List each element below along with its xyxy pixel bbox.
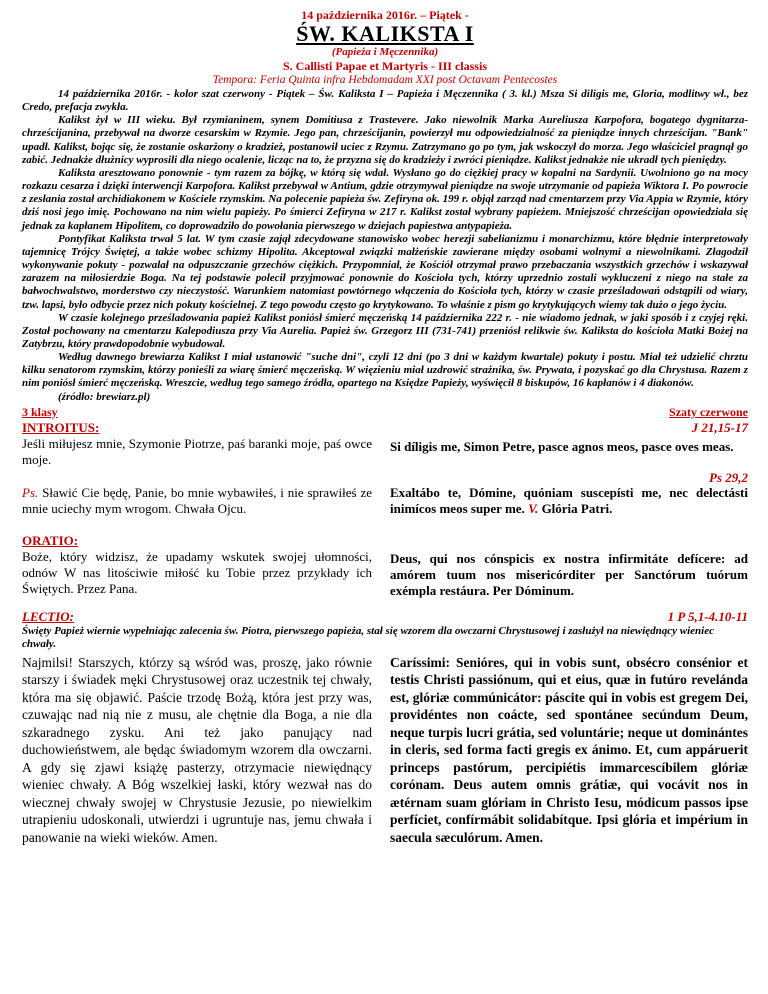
- bio-paragraph: W czasie kolejnego prześladowania papież Kalikst poniósł śmierć męczeńską 14 października 222 r. - nie wiadomo jednak, w jaki sposób i z czyjej ręki. Został pochowany na cmentarzu Kalepodiusza przy Via Aurelia. Papież św. Grzegorz III (731-741) przeniósł relikwie św. Kaliksta do kościoła Matki Bożej na Zatybrzu, który prawdopodobnie wybudował.: [22, 311, 748, 350]
- lectio-heading: LECTIO:: [22, 608, 74, 624]
- latin-title: S. Callisti Papae et Martyris - III classis: [283, 59, 487, 73]
- bio-paragraph: Kalikst żył w III wieku. Był rzymianinem, synem Domitiusa z Trastevere. Jako niewolnik Marka Aureliusza Karpofora, bogatego dygnitarza-chrześcijanina, przebywał na dworze cesarskim w Rzymie. Jego pan, chrześcijanin, powierzył mu odpowiedzialność za pieniądze innych chrześcijan. "Bank" upadł. Kalikst, bojąc się, że zostanie oskarżony o kradzież, postanowił uciec z Rzymu. Zatrzymano go po tym, jak wskoczył do morza. Jego właściciel pragnął go zabić. Jednakże dłużnicy wyprosili dla niego ocalenie, licząc na to, że przyzna się do kradzieży i zwróci pieniądze. Kalikst jednakże nie ukradł tych pieniędzy.: [22, 114, 748, 166]
- subtitle: (Papieża i Męczennika): [331, 46, 439, 58]
- psalm-la: [390, 485, 748, 517]
- oratio-heading: ORATIO:: [22, 532, 79, 548]
- lectio-la: Caríssimi: Senióres, qui in vobis sunt, obsécro consénior et testis Christi passiónum, qui et eius, quæ in futúro revelánda est, glóriæ commúnicátor: páscite qui in vobis est gregem Dei, providéntes non coácte, sed spontánee secúndum Deum, neque turpis lucri grátia, sed voluntárie; neque ut dominántes in cleris, sed forma facti gregis ex ánimo. Et, cum appáruerit princeps pastórum, percipiétis immarcescíbilem glóriæ corónam. Deus autem omnis grátiæ, qui vocávit nos in ætérnam suam glóriam in Christo Iesu, módicum passos ipse perfíciet, confírmábit solidabítque. Ipsi glória et impérium in saecula sæculórum. Amen.: [390, 654, 748, 845]
- oratio-la: Deus, qui nos cónspicis ex nostra infirmitáte defícere: ad amórem tuum nos misericórditer per Sanctórum tuórum exémpla restáura. Per Dóminum.: [390, 550, 748, 598]
- bio-paragraph: Według dawnego brewiarza Kalikst I miał ustanowić "suche dni", czyli 12 dni (po 3 dni w każdym kwartale) pokuty i postu. Miał też udzielić chrztu kilku senatorom rzymskim, którzy ponieśli za wiarę śmierć męczeńską. W więzieniu miał uzdrowić strażnika, św. Prywata, i pozyskać go dla Chrystusa. Razem z nim poniósł śmierć męczeńską. Wreszcie, według tego samego źródła, opartego na Księdze Papieży, wyświęcił 8 biskupów, 16 kapłanów i 4 diakonów.: [22, 351, 748, 390]
- introitus-ref: J 21,15-17: [691, 419, 748, 435]
- psalm-pl-text: Sławić Cie będę, Panie, bo mnie wybawiłeś, i nie sprawiłeś ze mnie uciechy mym wrogom. Chwała Ojcu.: [22, 484, 372, 516]
- lectio-note: Święty Papież wiernie wypełniając zalecenia św. Piotra, pierwszego papieża, stał się wzorem dla owczarni Chrystusowej i zasłużył na niewiędnący wieniec chwały.: [22, 624, 714, 650]
- bio-paragraph: Pontyfikat Kaliksta trwał 5 lat. W tym czasie zajął zdecydowane stanowisko wobec herezji sabelianizmu i monarchizmu, które błędnie interpretowały tajemnicę Trójcy Świętej, a także wobec schizmy Hipolita. Akceptował związki małżeńskie zawierane między osobami wolnymi a niewolnikami. Złagodził wykonywanie pokuty - pozwalał na odpuszczanie grzechów ciężkich. Przypomniał, że Kościół otrzymał prawo przebaczania wszystkich grzechów i wskazywał zarazem na miłosierdzie Boga. Na tej podstawie polecił przyjmować ponownie do Kościoła tych, którzy uprzednio zostali wykluczeni z niego na stałe za bałwochwalstwo, morderstwo czy nieczystość. Warunkiem natomiast powtórnego włączenia do Kościoła tych, którzy w czasie prześladowań odstąpili od wiary, tzw. lapsi, było odbycie przez nich pokuty kościelnej. Z tego powodu często go krytykowano. To właśnie z pism go krytykujących wiemy tak dużo o jego życiu.: [22, 232, 748, 311]
- class-row: [22, 405, 748, 420]
- psalm-la-text: Exaltábo te, Dómine, quóniam suscepísti me, nec delectásti inimícos meos super me.: [390, 484, 748, 516]
- page-title: ŚW. KALIKSTA I: [296, 21, 474, 46]
- bio-paragraph: 14 października 2016r. - kolor szat czerwony - Piątek – Św. Kaliksta I – Papieża i Męczennika ( 3. kl.) Msza Si diligis me, Gloria, modlitwy wł., bez Credo, prefacja zwykła.: [22, 88, 748, 114]
- introitus-antiphon: [22, 436, 748, 468]
- introitus-heading: INTROITUS:: [22, 419, 100, 435]
- psalm-pl: [22, 485, 372, 517]
- vestment-color: Szaty czerwone: [669, 404, 748, 419]
- oratio-pl: Boże, który widzisz, że upadamy wskutek swojej ułomności, odnów W nas litościwie miłość ku Tobie przez przykłady ich Świętych. Przez Pana.: [22, 548, 372, 596]
- introitus-psalm: [22, 485, 748, 517]
- introitus-header: [22, 420, 748, 436]
- bio-source: (źródło: brewiarz.pl): [58, 390, 151, 403]
- oratio: [22, 549, 748, 599]
- psalm-ref: Ps 29,2: [709, 469, 748, 485]
- lectio-header: [22, 609, 748, 625]
- psalm-ref-row: [22, 470, 748, 485]
- bio-paragraph: Kaliksta aresztowano ponownie - tym razem za bójkę, w którą się wdał. Wysłano go do ciężkiej pracy w kopalni na Sardynii. Uwolniono go na mocy rozkazu cesarza i dzięki interwencji Karpofora. Kalikst przebywał w Antium, gdzie otrzymywał pieniądze na swoje utrzymanie od papieża Wiktora I. Po powrocie z zesłania został archidiakonem w Kościele rzymskim. Na polecenie papieża św. Zefiryna ok. 199 r. objął zarząd nad cmentarzem przy Via Appia w Rzymie, który dziś nosi jego imię. Pochowano na nim wielu papieży. Po śmierci Zefiryna w 217 r. Kalikst został wybrany papieżem. Mniejszość chrześcijan opowiedziała się jednak za kapłanem Hipolitem, co doprowadziło do powołania pierwszego w dziejach papiestwa antypapieża.: [22, 166, 748, 232]
- missal-page: [22, 8, 748, 846]
- introitus-la: Si díligis me, Simon Petre, pasce agnos meos, pasce oves meas.: [390, 438, 734, 454]
- introitus-pl: Jeśli miłujesz mnie, Szymonie Piotrze, paś baranki moje, paś owce moje.: [22, 435, 372, 467]
- biography: [22, 88, 748, 404]
- versicle-sign: V.: [528, 500, 539, 516]
- class-label: 3 klasy: [22, 404, 58, 419]
- tempora: Tempora: Feria Quinta infra Hebdomadam XXI post Octavam Pentecostes: [212, 74, 558, 86]
- oratio-header: [22, 533, 748, 549]
- psalm-label: Ps.: [22, 484, 39, 500]
- lectio: [22, 654, 748, 847]
- lectio-pl: Najmilsi! Starszych, którzy są wśród was, proszę, jako równie starszy i świadek męki Chrystusowej oraz uczestnik tej chwały, która ma się objawić. Paście trzodę Bożą, która jest przy was, czuwając nad nią nie z musu, ale chętnie dla Boga, a nie dla szkaradnego zysku. Ani też jako panujący nad duchowieństwem, ale będąc świadomym wzorem dla owczarni. A gdy się zjawi książę pasterzy, otrzymacie niewiędnący wieniec chwały. A Bóg wszelkiej łaski, który wezwał nas do wiecznej chwały swojej w Chrystusie Jezusie, po niewielkim utrapieniu udoskonali, utwierdzi i ugruntuje nas, jemu chwała i panowanie na wieki wieków. Amen.: [22, 654, 372, 845]
- lectio-ref: 1 P 5,1-4.10-11: [667, 608, 748, 624]
- date-line: 14 października 2016r. – Piątek -: [301, 8, 469, 22]
- gloria-patri: Glória Patri.: [541, 500, 613, 516]
